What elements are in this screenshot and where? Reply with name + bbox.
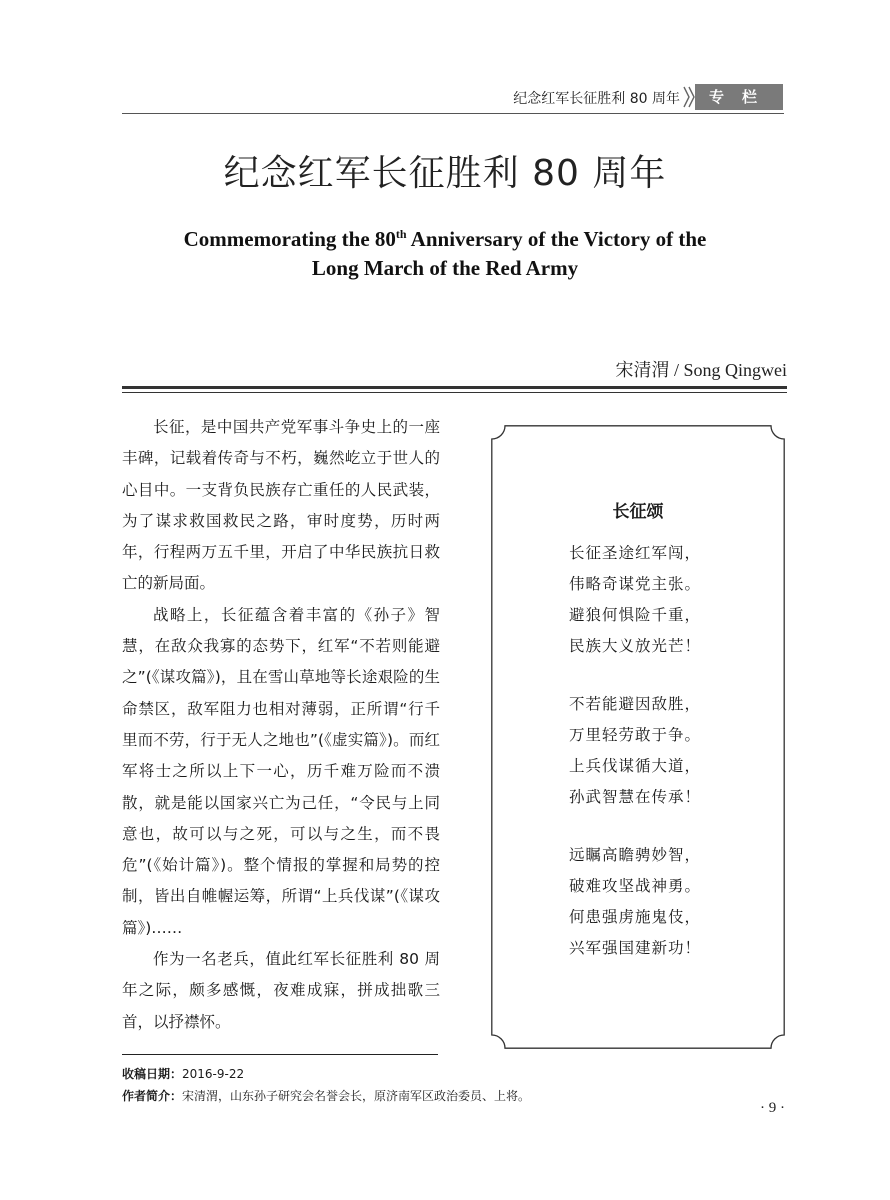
body-paragraph: 作为一名老兵，值此红军长征胜利 80 周年之际，颇多感慨，夜难成寐，拼成拙歌三首，以抒襟怀。	[122, 950, 440, 1031]
page-number: · 9 ·	[760, 1100, 785, 1116]
header-rule	[122, 113, 784, 114]
english-title	[120, 220, 770, 283]
body-paragraph: 长征，是中国共产党军事斗争史上的一座丰碑，记载着传奇与不朽，巍然屹立于世人的心目中。一支背负民族存亡重任的人民武装，为了谋求救国救民之路，审时度势，历时两年，行程两万五千里，开启了中华民族抗日救亡的新局面。	[122, 418, 440, 593]
body-text-column	[122, 412, 440, 1038]
poem-line: 何患强虏施鬼伎，	[569, 908, 702, 926]
author-rule-thin	[122, 392, 787, 393]
poem-line: 破难攻坚战神勇。	[569, 877, 702, 895]
poem-line: 长征圣途红军闯，	[569, 544, 702, 562]
footnote-author-bio	[122, 1087, 530, 1104]
poem-line: 民族大义放光芒！	[569, 637, 702, 655]
poem-line: 伟略奇谋党主张。	[569, 575, 702, 593]
author-byline: 宋清渭 / Song Qingwei	[615, 360, 787, 380]
poem-title: 长征颂	[612, 502, 664, 522]
section-tag: 专栏	[695, 84, 783, 110]
running-header-title: 纪念红军长征胜利 80 周年	[513, 91, 680, 107]
chinese-title: 纪念红军长征胜利 80 周年	[223, 153, 667, 194]
received-value: 2016-9-22	[182, 1067, 245, 1081]
english-title-part: Anniversary of the Victory of the	[406, 227, 707, 251]
english-title-part: Commemorating the 80	[183, 227, 396, 251]
poem-body	[569, 538, 701, 964]
body-paragraph: 战略上，长征蕴含着丰富的《孙子》智慧，在敌众我寡的态势下，红军“不若则能避之”(《谋攻篇》)，且在雪山草地等长途艰险的生命禁区，敌军阻力也相对薄弱，正所谓“行千里而不劳，行于无人之地也”(《虚实篇》)。而红军将士之所以上下一心，历千难万险而不溃散，就是能以国家兴亡为己任，“令民与上同意也，故可以与之死，可以与之生，而不畏危”(《始计篇》)。整个情报的掌握和局势的控制，皆出自帷幄运筹，所谓“上兵伐谋”(《谋攻篇》)……	[122, 605, 440, 937]
poem-line: 避狼何惧险千重，	[569, 606, 702, 624]
poem-line: 上兵伐谋循大道，	[569, 757, 702, 775]
english-title-superscript: th	[395, 227, 407, 241]
author-bio-value: 宋清渭，山东孙子研究会名誉会长，原济南军区政治委员、上将。	[182, 1089, 531, 1103]
footnote-received-date	[122, 1065, 244, 1082]
poem-line: 孙武智慧在传承！	[569, 788, 702, 806]
poem-line: 万里轻劳敢于争。	[569, 726, 702, 744]
footnote-rule	[122, 1054, 438, 1055]
poem-line: 不若能避因敌胜，	[569, 695, 702, 713]
author-bio-label: 作者简介：	[122, 1089, 183, 1103]
author-rule-thick	[122, 386, 787, 389]
poem-line: 兴军强国建新功！	[569, 939, 702, 957]
received-label: 收稿日期：	[122, 1067, 183, 1081]
poem-line: 远瞩高瞻骋妙智，	[569, 846, 702, 864]
english-title-line2: Long March of the Red Army	[311, 256, 579, 280]
